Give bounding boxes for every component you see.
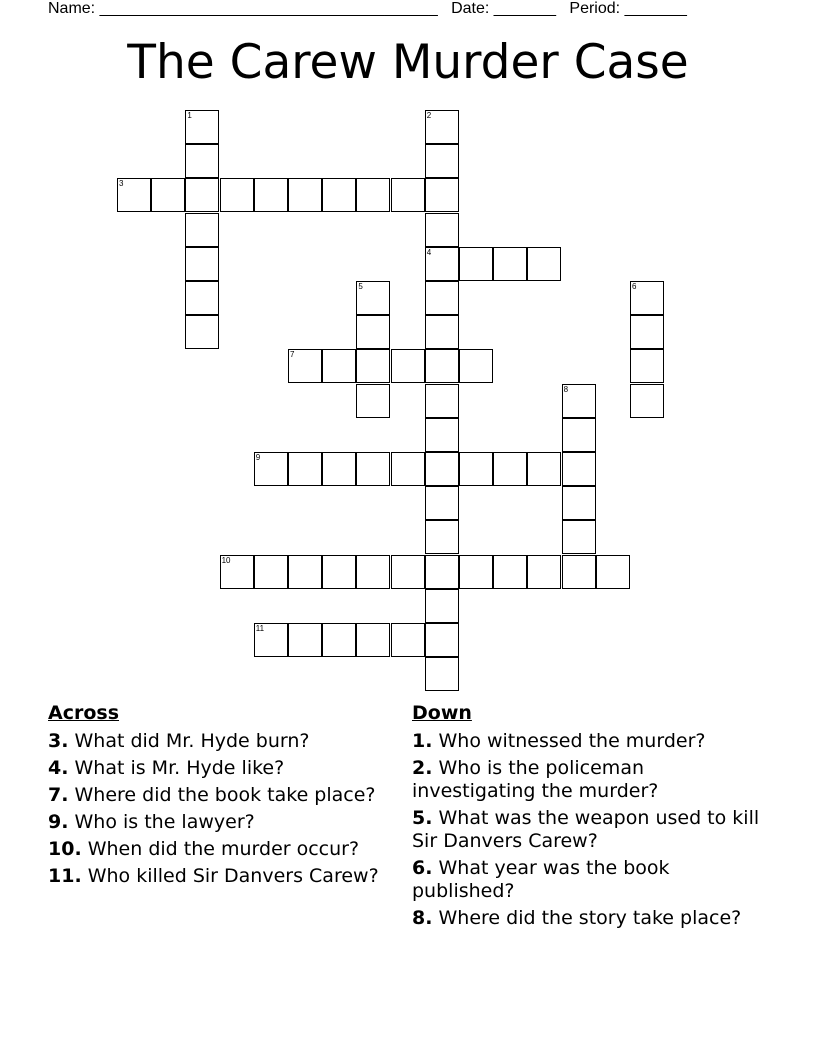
crossword-cell[interactable] xyxy=(425,178,459,212)
crossword-cell[interactable] xyxy=(356,623,390,657)
crossword-cell[interactable] xyxy=(425,349,459,383)
crossword-cell[interactable] xyxy=(425,384,459,418)
crossword-cell[interactable] xyxy=(562,384,596,418)
across-clue xyxy=(48,784,398,807)
across-clue xyxy=(48,811,398,834)
crossword-cell[interactable] xyxy=(391,452,425,486)
clue-number: 8. xyxy=(412,907,433,929)
period-label: Period: xyxy=(569,0,621,17)
crossword-cell[interactable] xyxy=(425,520,459,554)
clue-text: What is Mr. Hyde like? xyxy=(74,757,285,779)
crossword-cell[interactable] xyxy=(185,247,219,281)
crossword-cell[interactable] xyxy=(527,555,561,589)
clue-text: What year was the book published? xyxy=(412,857,670,902)
across-clue xyxy=(48,730,398,753)
crossword-cell[interactable] xyxy=(459,555,493,589)
crossword-cell[interactable] xyxy=(322,555,356,589)
cell-number: 4 xyxy=(426,247,432,257)
clue-text: What was the weapon used to kill Sir Danvers Carew? xyxy=(412,807,760,852)
clue-text: When did the murder occur? xyxy=(87,838,360,860)
crossword-cell[interactable] xyxy=(254,178,288,212)
crossword-cell[interactable] xyxy=(493,247,527,281)
crossword-cell[interactable] xyxy=(425,281,459,315)
crossword-cell[interactable] xyxy=(220,178,254,212)
clue-number: 10. xyxy=(48,838,82,860)
page-title: The Carew Murder Case xyxy=(127,35,689,90)
crossword-cell[interactable] xyxy=(425,110,459,144)
crossword-cell[interactable] xyxy=(322,623,356,657)
crossword-cell[interactable] xyxy=(425,555,459,589)
crossword-cell[interactable] xyxy=(562,520,596,554)
crossword-cell[interactable] xyxy=(425,623,459,657)
crossword-cell[interactable] xyxy=(459,247,493,281)
crossword-cell[interactable] xyxy=(322,452,356,486)
crossword-cell[interactable] xyxy=(425,213,459,247)
crossword-cell[interactable] xyxy=(288,623,322,657)
crossword-cell[interactable] xyxy=(356,349,390,383)
crossword-cell[interactable] xyxy=(630,384,664,418)
crossword-cell[interactable] xyxy=(562,555,596,589)
crossword-cell[interactable] xyxy=(322,178,356,212)
crossword-cell[interactable] xyxy=(391,623,425,657)
clue-text: Who is the policeman investigating the murder? xyxy=(412,757,659,802)
crossword-cell[interactable] xyxy=(425,315,459,349)
cell-number: 5 xyxy=(358,282,363,291)
crossword-cell[interactable] xyxy=(185,144,219,178)
date-blank[interactable]: _______ xyxy=(493,0,557,17)
crossword-cell[interactable] xyxy=(630,281,664,315)
clue-text: Who witnessed the murder? xyxy=(438,730,706,752)
down-clue xyxy=(412,857,762,903)
cell-number: 7 xyxy=(290,350,295,360)
crossword-cell[interactable] xyxy=(562,418,596,452)
crossword-cell[interactable] xyxy=(185,213,219,247)
crossword-cell[interactable] xyxy=(151,178,185,212)
crossword-cell[interactable] xyxy=(356,555,390,589)
clue-text: Who killed Sir Danvers Carew? xyxy=(87,865,379,887)
across-clue xyxy=(48,838,398,861)
down-clue xyxy=(412,730,762,753)
clue-number: 11. xyxy=(48,865,82,887)
crossword-cell[interactable] xyxy=(527,247,561,281)
crossword-cell[interactable] xyxy=(493,555,527,589)
across-clues xyxy=(48,702,398,892)
crossword-cell[interactable] xyxy=(356,452,390,486)
clue-number: 2. xyxy=(412,757,433,779)
cell-number: 2 xyxy=(426,111,432,120)
crossword-cell[interactable] xyxy=(220,555,254,589)
clue-number: 9. xyxy=(48,811,69,833)
clue-number: 1. xyxy=(412,730,433,752)
crossword-cell[interactable] xyxy=(185,110,219,144)
clue-text: Where did the story take place? xyxy=(438,907,742,929)
crossword-cell[interactable] xyxy=(288,452,322,486)
crossword-cell[interactable] xyxy=(117,178,151,212)
name-label: Name: xyxy=(48,0,96,17)
crossword-cell[interactable] xyxy=(596,555,630,589)
crossword-cell[interactable] xyxy=(254,555,288,589)
down-clues xyxy=(412,702,762,934)
crossword-cell[interactable] xyxy=(562,452,596,486)
cell-number: 10 xyxy=(221,555,231,565)
crossword-cell[interactable] xyxy=(288,555,322,589)
crossword-cell[interactable] xyxy=(425,657,459,691)
crossword-cell[interactable] xyxy=(630,315,664,349)
cell-number: 8 xyxy=(563,384,569,394)
crossword-cell[interactable] xyxy=(425,418,459,452)
crossword-cell[interactable] xyxy=(185,281,219,315)
crossword-cell[interactable] xyxy=(356,315,390,349)
crossword-cell[interactable] xyxy=(356,281,390,315)
crossword-cell[interactable] xyxy=(254,623,288,657)
crossword-cell[interactable] xyxy=(185,315,219,349)
date-label: Date: xyxy=(451,0,490,17)
clue-text: Where did the book take place? xyxy=(74,784,376,806)
crossword-cell[interactable] xyxy=(630,349,664,383)
name-blank[interactable]: ______________________________________ xyxy=(99,0,438,17)
crossword-cell[interactable] xyxy=(391,178,425,212)
crossword-cell[interactable] xyxy=(425,486,459,520)
crossword-cell[interactable] xyxy=(425,144,459,178)
crossword-cell[interactable] xyxy=(185,178,219,212)
crossword-cell[interactable] xyxy=(459,349,493,383)
cell-number: 9 xyxy=(255,453,261,462)
down-clue xyxy=(412,907,762,930)
cell-number: 11 xyxy=(255,624,265,633)
across-heading: Across xyxy=(48,702,120,724)
crossword-cell[interactable] xyxy=(562,486,596,520)
clue-text: What did Mr. Hyde burn? xyxy=(74,730,310,752)
cell-number: 3 xyxy=(119,179,124,189)
crossword-cell[interactable] xyxy=(391,555,425,589)
crossword-cell[interactable] xyxy=(425,452,459,486)
across-clue xyxy=(48,865,398,888)
down-clue xyxy=(412,757,762,803)
cell-number: 6 xyxy=(632,282,637,291)
down-heading: Down xyxy=(412,702,472,724)
clue-number: 4. xyxy=(48,757,69,779)
crossword-cell[interactable] xyxy=(527,452,561,486)
clue-text: Who is the lawyer? xyxy=(74,811,255,833)
down-clue xyxy=(412,807,762,853)
clue-number: 7. xyxy=(48,784,69,806)
clue-number: 6. xyxy=(412,857,433,879)
crossword-cell[interactable] xyxy=(254,452,288,486)
crossword-cell[interactable] xyxy=(288,349,322,383)
across-clue xyxy=(48,757,398,780)
crossword-cell[interactable] xyxy=(425,589,459,623)
down-clue-list xyxy=(412,730,762,930)
crossword-cell[interactable] xyxy=(288,178,322,212)
period-blank[interactable]: _______ xyxy=(624,0,687,17)
clue-number: 5. xyxy=(412,807,433,829)
crossword-cell[interactable] xyxy=(493,452,527,486)
cell-number: 1 xyxy=(187,111,192,120)
across-clue-list xyxy=(48,730,398,888)
crossword-cell[interactable] xyxy=(391,349,425,383)
crossword-cell[interactable] xyxy=(356,384,390,418)
crossword-cell[interactable] xyxy=(425,247,459,281)
crossword-cell[interactable] xyxy=(356,178,390,212)
crossword-cell[interactable] xyxy=(322,349,356,383)
clue-number: 3. xyxy=(48,730,69,752)
crossword-cell[interactable] xyxy=(459,452,493,486)
